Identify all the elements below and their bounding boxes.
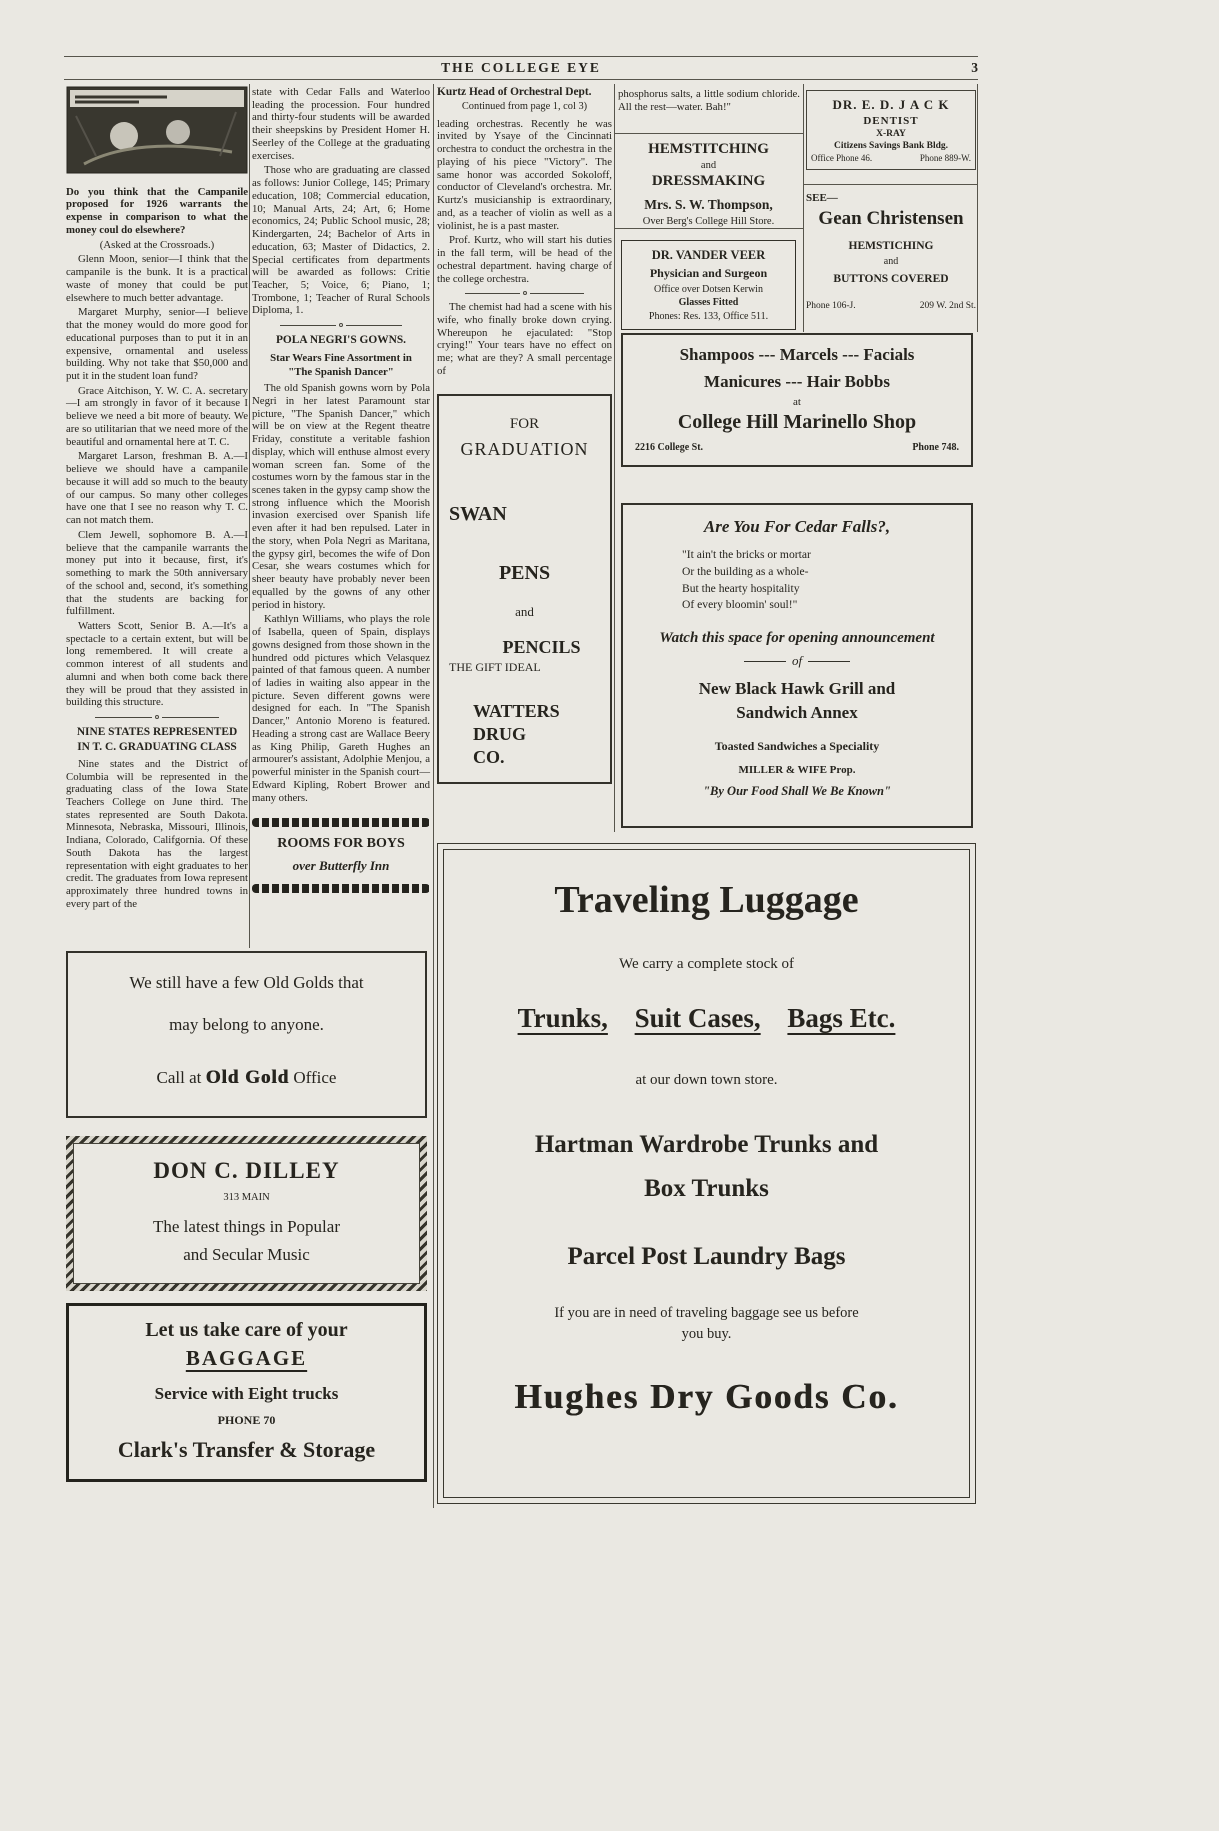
pola-paragraph: Kathlyn Williams, who plays the role of Isabella, queen of Spain, displays gowns designed from those shown in the hundred odd pictures which Velasquez painted of that famous queen. A number of ladies in waiting also appear in the picture. Seven different gowns were designed for each. In "The Spanish Dancer," Antonio Moreno is featured. Heading a strong cast are Wallace Beery as King Philip, Gareth Hughes an armourer's assistant, Adolphie Menjou, a powerful minister in the Spanish court—Edward Kipling, Robert Brower and many others. xyxy=(252,613,430,804)
kurtz-paragraph: Prof. Kurtz, who will start his duties in the fall term, will be head of the ochestral department. having charge of the college orchestra. xyxy=(437,234,612,285)
column-crossroads xyxy=(66,86,248,913)
chemist-joke-paragraph: The chemist had had a scene with his wife, who finally broke down crying. Whereupon he ejaculated: "Stop crying!" Your tears have no effect on me; what are they? A small percentage of xyxy=(437,301,612,377)
of-divider: of xyxy=(637,653,957,669)
crossroads-response: Margaret Murphy, senior—I believe that the money would do more good for educational purposes than to put it in an expensive, ornamental and useless building. Why not take that $50,000 and put it in the student loan fund? xyxy=(66,306,248,383)
dilley-name: DON C. DILLEY xyxy=(153,1158,340,1183)
black-hawk-grill-ad xyxy=(621,503,973,828)
clarks-transfer-ad: Let us take care of your BAGGAGE Service with Eight trucks PHONE 70 Clark's Transfer & Storage xyxy=(66,1303,427,1482)
rooms-ad-subline: over Butterfly Inn xyxy=(292,857,390,873)
crossroads-response: Margaret Larson, freshman B. A.—I believe we should have a campanile because it will add so much to the beauty of our campus. So many other colleges have one that I see no reason why T. C. can not match them. xyxy=(66,450,248,527)
crossroads-question: Do you think that the Campanile proposed for 1926 warrants the expense in comparison to what the money coul do elsewhere? xyxy=(66,185,248,236)
watters-name: CO. xyxy=(473,746,505,767)
ornamental-border xyxy=(252,884,430,893)
rooms-ad-headline: ROOMS FOR BOYS xyxy=(277,836,405,852)
old-gold-notice: We still have a few Old Golds that may belong to anyone. Call at Old Gold Office xyxy=(66,951,427,1118)
dr-jack-ad: DR. E. D. J A C K DENTIST X-RAY Citizens Savings Bank Bldg. Office Phone 46. Phone 889-W. xyxy=(806,90,976,170)
column-rule-3 xyxy=(614,84,615,832)
watters-name: WATTERS xyxy=(473,700,560,721)
crossroads-response: Clem Jewell, sophomore B. A.—I believe that the campanile warrants the money put into it because, first, it's something to mark the 50th anniversary of the school and, second, it's something that the students are backing for fulfillment. xyxy=(66,528,248,618)
pola-paragraph: The old Spanish gowns worn by Pola Negri in her latest Paramount star picture, "The Spanish Dancer," which will be on view at the Regent theatre Friday, constitute a veritable fashion display, which will enthuse almost every woman screen fan. Some of the costumes worn by the famous star in the scenes taken in the gypsy camp show the strong influence which the Moorish invasion exercised over Spanish life even after it had ben repulsed. Later in the story, when Pola Negri as Maritana, the gypsy girl, becomes the wife of Don Cesar, she wears costumes which for sheer beauty have probably never been equalled by the gowns of any other period in history. xyxy=(252,382,430,611)
chemist-joke-continuation: phosphorus salts, a little sodium chloride. All the rest—water. Bah!" xyxy=(618,88,800,113)
blackhawk-name: New Black Hawk Grill and xyxy=(698,679,896,699)
hemstitching-ad: HEMSTITCHING and DRESSMAKING Mrs. S. W. Thompson, Over Berg's College Hill Store. xyxy=(642,141,775,227)
marinello-name: College Hill Marinello Shop xyxy=(677,411,917,433)
watters-for: FOR xyxy=(509,415,540,432)
watters-pencils: PENCILS xyxy=(502,637,581,658)
col4-rule-top xyxy=(614,133,803,134)
graduation-paragraph: Those who are graduating are classed as follows: Junior College, 145; Primary education, 108; Commercial education, 10; Manual Arts, 24; Art, 6; Home economics, 24; Public School music, 28; Kindergarten, 24; Bachelor of Arts in education, 63; Master of Didactics, 2. Special certificates from departments will be awarded as follows: Critie Teacher, 5; Voice, 6; Piano, 1; Trombone, 1; Teacher of Rural Schools Diploma, 1. xyxy=(252,164,430,317)
watters-swan: SWAN xyxy=(449,502,507,525)
pola-subhead: Star Wears Fine Assortment in "The Spanish Dancer" xyxy=(270,352,412,379)
column-graduation-pola xyxy=(252,86,430,893)
nine-states-body: Nine states and the District of Columbia will be represented in the graduating class of the Iowa State Teachers College on June third. The states represented are South Dakota. Minnesota, Nebraska, Missouri, Illinois, Indiana, Colorado, Califgornia. Of these South Dakota has the largest representation with eight graduates to her credit. The graduates from Iowa represent approximately three hundred towns in every part of the xyxy=(66,757,248,910)
christensen-name: Gean Christensen xyxy=(818,208,964,229)
hughes-store-name: Hughes Dry Goods Co. xyxy=(514,1377,899,1416)
crossroads-response: Grace Aitchison, Y. W. C. A. secretary—I am strongly in favor of it because I believe we need a bit more of beauty. We are so utilitarian that we need more of the beautiful and ornamental here at T. C. xyxy=(66,384,248,448)
crossroads-cartoon-image xyxy=(66,86,248,174)
old-gold-call-line: Call at Old Gold Office xyxy=(156,1067,337,1088)
dilley-music-ad: DON C. DILLEY 313 MAIN The latest things in Popular and Secular Music xyxy=(66,1136,427,1291)
crossroads-response: Glenn Moon, senior—I think that the campanile is the bunk. It is a practical waste of money that could be put elsewhere to much better advantage. xyxy=(66,253,248,304)
old-gold-brand: Old Gold xyxy=(205,1067,290,1088)
column-rule-1 xyxy=(249,84,250,948)
col5-rule xyxy=(803,184,977,185)
graduation-paragraph: state with Cedar Falls and Waterloo leading the procession. Four hundred and thirty-four students will be awarded their sheepskins by President Homer H. Seerley of the College at the graduating exercises. xyxy=(252,86,430,162)
column-rule-4 xyxy=(803,84,804,332)
watters-and: and xyxy=(515,603,534,619)
right-edge-rule xyxy=(977,84,978,332)
crossroads-response: Watters Scott, Senior B. A.—It's a spectacle to a certain extent, but will be long remembered. It will create a common interest of all students and alumni and when both come back there they will be proud that they assisted in building this structure. xyxy=(66,619,248,709)
watters-drug-ad xyxy=(437,394,612,784)
watters-gift-ideal: THE GIFT IDEAL xyxy=(449,660,541,675)
article-divider xyxy=(280,323,401,327)
column-kurtz xyxy=(437,86,612,784)
pola-heading: POLA NEGRI'S GOWNS. xyxy=(275,334,407,347)
column-rule-2 xyxy=(433,84,434,1508)
masthead-rule xyxy=(64,79,978,80)
ornamental-border xyxy=(252,818,430,827)
christensen-ad: SEE— Gean Christensen HEMSTICHING and BUTTONS COVERED Phone 106-J. 209 W. 2nd St. xyxy=(806,192,976,311)
blackhawk-watch-line: Watch this space for opening announcement xyxy=(659,630,935,647)
traveling-luggage-ad: Traveling Luggage We carry a complete stock of Trunks, Suit Cases, Bags Etc. at our down town store. Hartman Wardrobe Trunks and Box Trunks Parcel Post Laundry Bags If you are in need of traveling baggage see us before you buy. Hughes Dry Goods Co. xyxy=(437,843,976,1504)
blackhawk-quote: "It ain't the bricks or mortar Or the building as a whole- But the hearty hospitality Of every bloomin' soul!" xyxy=(682,548,811,612)
top-rule xyxy=(64,56,978,57)
luggage-items: Trunks, Suit Cases, Bags Etc. xyxy=(517,1003,896,1033)
vander-veer-ad: DR. VANDER VEER Physician and Surgeon Office over Dotsen Kerwin Glasses Fitted Phones: Res. 133, Office 511. xyxy=(621,240,796,330)
article-divider xyxy=(465,291,584,295)
blackhawk-name: Sandwich Annex xyxy=(736,703,858,723)
rooms-for-boys-ad xyxy=(252,818,430,893)
blackhawk-toasted: Toasted Sandwiches a Speciality xyxy=(714,739,880,754)
marinello-shop-ad: Shampoos --- Marcels --- Facials Manicures --- Hair Bobbs at College Hill Marinello Shop 2216 College St. Phone 748. xyxy=(621,333,973,467)
masthead-title: THE COLLEGE EYE xyxy=(441,60,601,75)
clarks-name: Clark's Transfer & Storage xyxy=(117,1437,376,1462)
crossroads-byline: (Asked at the Crossroads.) xyxy=(99,238,215,251)
blackhawk-motto: "By Our Food Shall We Be Known" xyxy=(703,784,891,799)
article-divider xyxy=(95,715,219,719)
column-joke-continuation xyxy=(618,88,800,115)
watters-pens: PENS xyxy=(498,562,551,585)
watters-name: DRUG xyxy=(473,723,526,744)
kurtz-heading: Kurtz Head of Orchestral Dept. xyxy=(437,86,592,98)
nine-states-heading: NINE STATES REPRESENTED IN T. C. GRADUATING CLASS xyxy=(76,726,238,753)
kurtz-paragraph: leading orchestras. Recently he was invited by Ysaye of the Cincinnati orchestra to conduct the orchestra in the playing of his piece "Victory". The same honor was accorded Sokoloff, conductor of Cleveland's orchestra. Mr. Kurtz's musicianship is extraordinary, and, as a teacher of violin as well as a violinist, he is a past master. xyxy=(437,117,612,232)
col4-rule-bottom xyxy=(614,228,803,229)
kurtz-continued-note: Continued from page 1, col 3) xyxy=(461,101,588,113)
blackhawk-headline: Are You For Cedar Falls?, xyxy=(703,517,891,536)
blackhawk-proprietor: MILLER & WIFE Prop. xyxy=(738,764,856,777)
watters-graduation: GRADUATION xyxy=(460,439,589,460)
luggage-headline: Traveling Luggage xyxy=(554,879,859,921)
page-number: 3 xyxy=(971,60,978,75)
